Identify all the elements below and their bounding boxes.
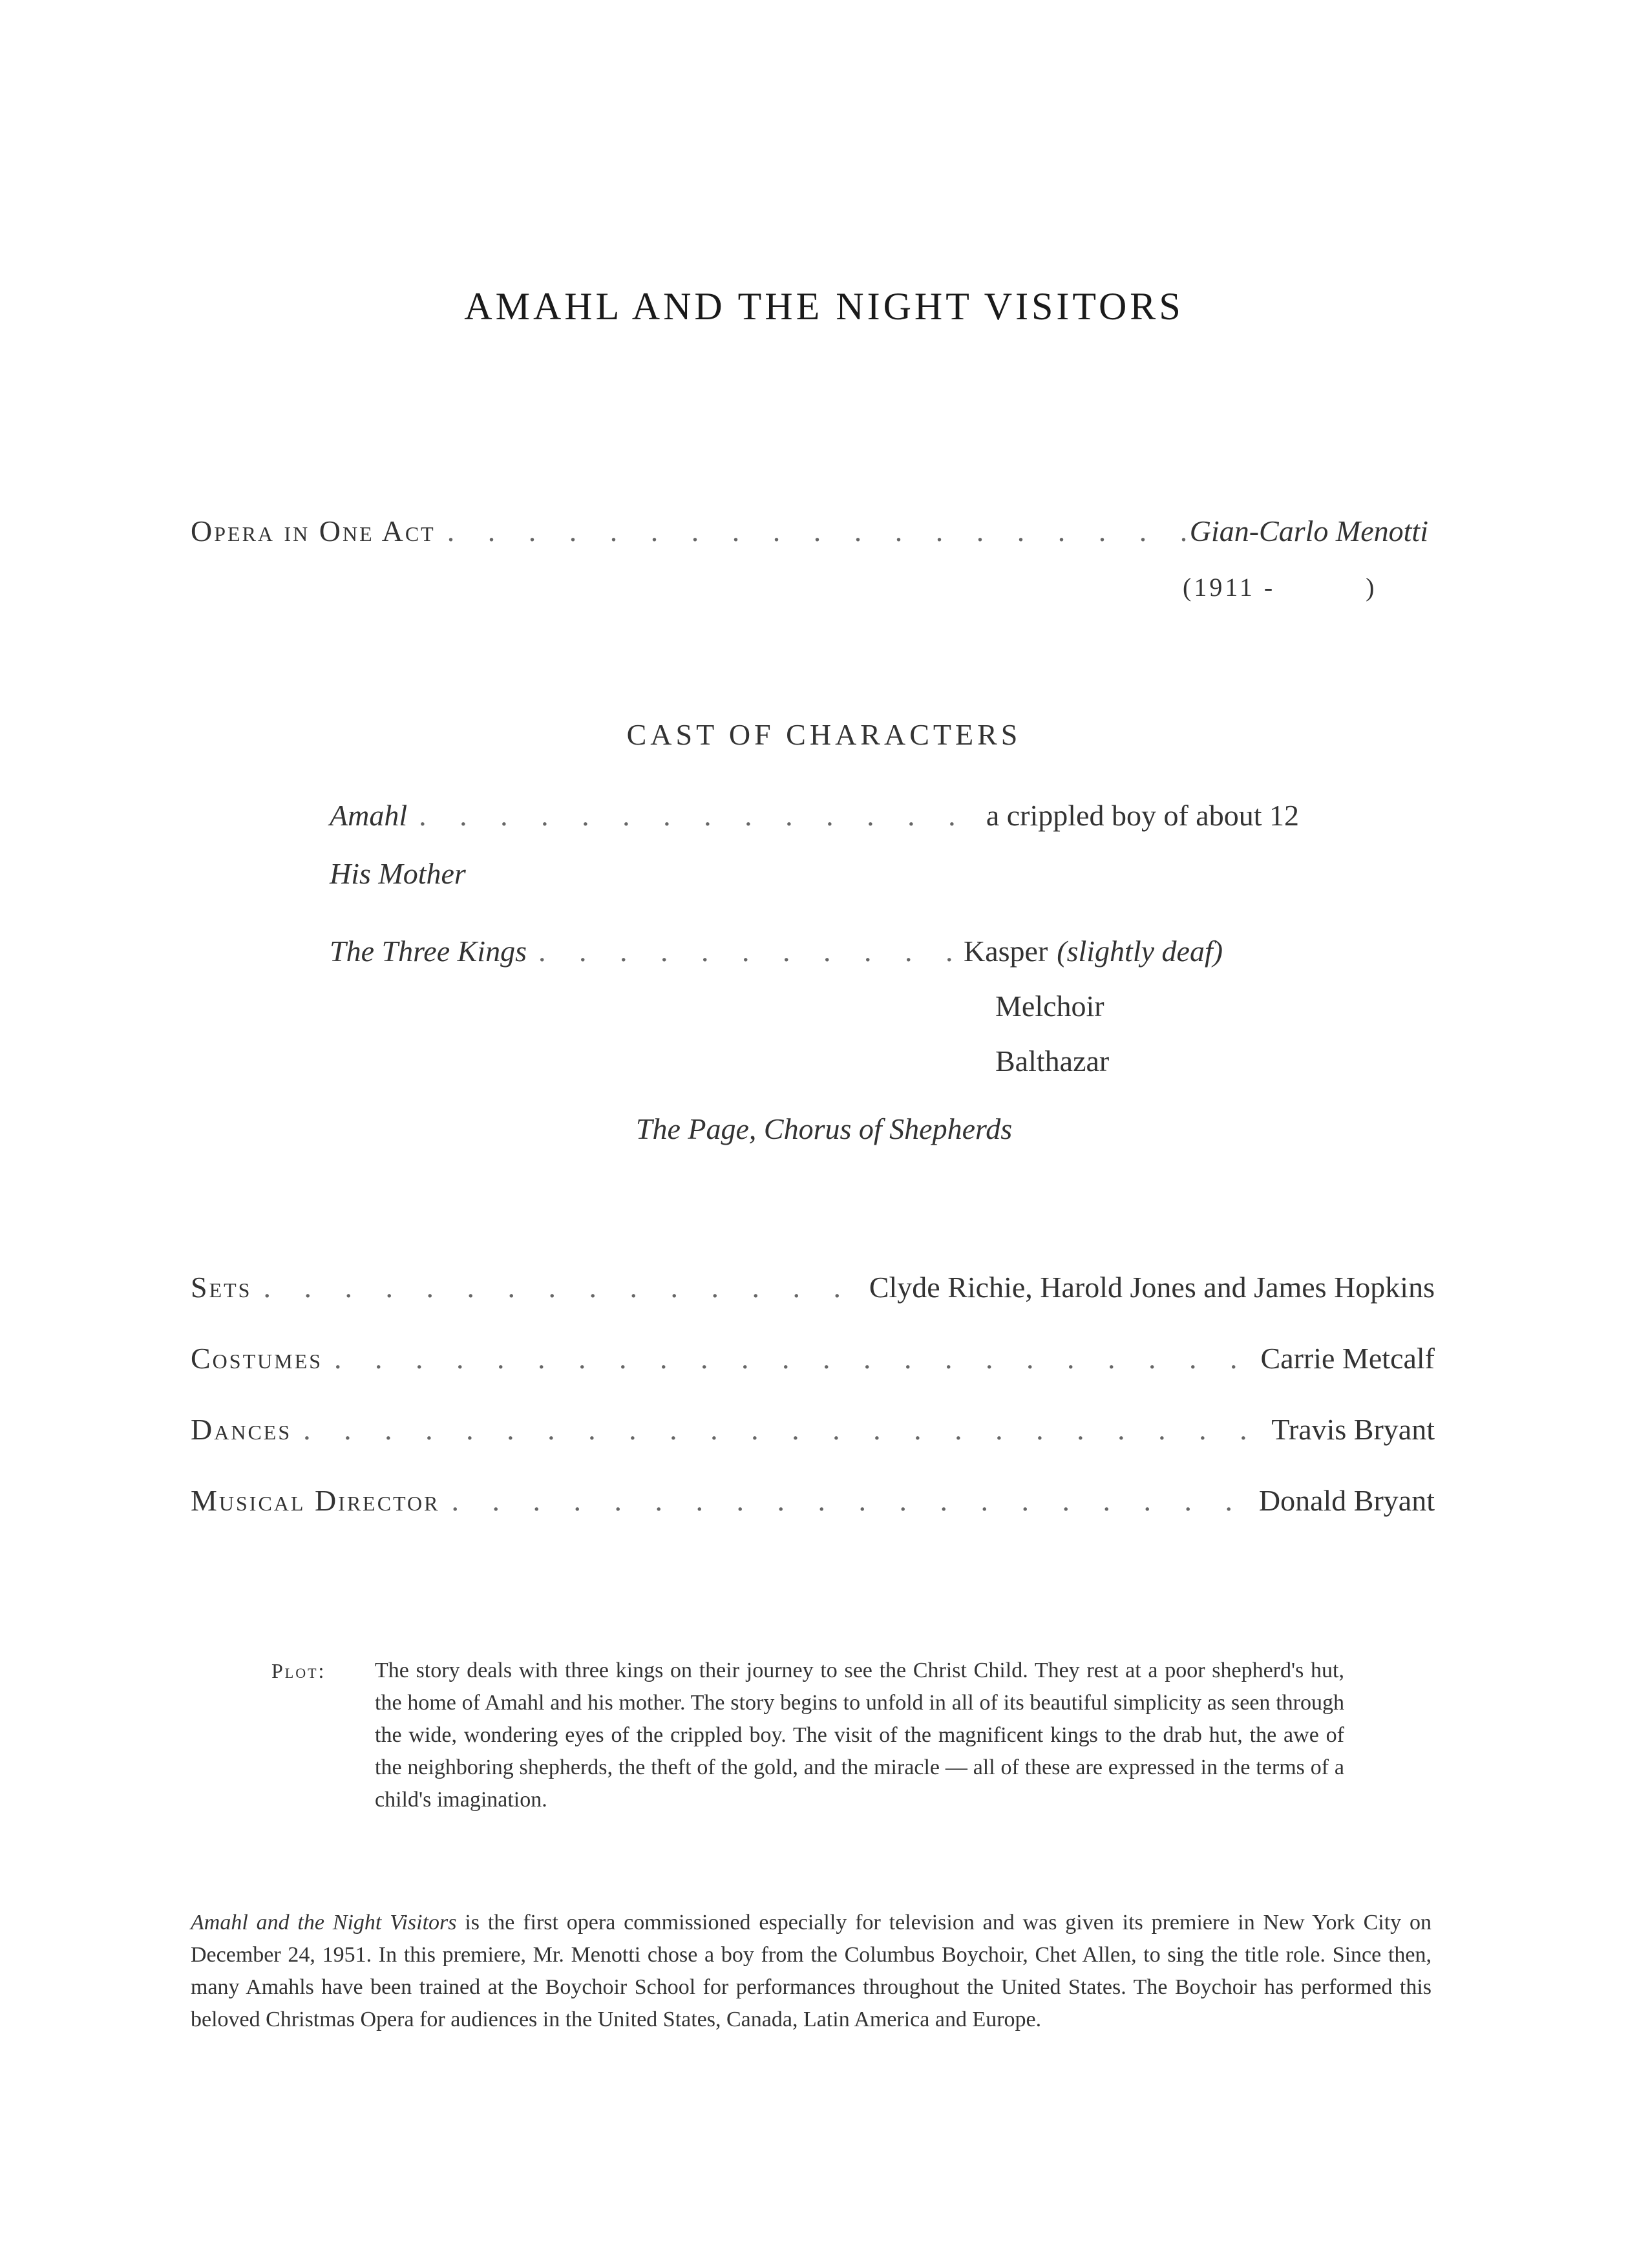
cast-note: (slightly deaf) bbox=[1057, 935, 1223, 968]
cast-heading: CAST OF CHARACTERS bbox=[626, 718, 1022, 751]
credit-row bbox=[191, 1412, 1435, 1447]
cast-footer: The Page, Chorus of Shepherds bbox=[635, 1112, 1013, 1145]
king-balthazar: Balthazar bbox=[995, 1044, 1110, 1077]
composer-dates: (1911 - ) bbox=[1183, 573, 1377, 602]
cast-description: a crippled boy of about 12 bbox=[986, 799, 1299, 832]
cast-role: His Mother bbox=[330, 857, 466, 890]
opera-line bbox=[191, 514, 1428, 548]
dot-leader bbox=[291, 1412, 1271, 1447]
plot-label: Plot: bbox=[271, 1659, 326, 1682]
credit-value: Travis Bryant bbox=[1271, 1413, 1435, 1446]
dot-leader bbox=[440, 1483, 1259, 1518]
dot-leader bbox=[251, 1270, 869, 1304]
dot-leader bbox=[527, 934, 964, 968]
dot-leader bbox=[407, 798, 986, 832]
credit-row bbox=[191, 1341, 1435, 1375]
credit-row bbox=[191, 1483, 1435, 1518]
dot-leader bbox=[436, 514, 1190, 548]
dot-leader bbox=[322, 1341, 1260, 1375]
page-title: AMAHL AND THE NIGHT VISITORS bbox=[464, 285, 1184, 328]
history-title: Amahl and the Night Visitors bbox=[191, 1911, 457, 1934]
plot-text: The story deals with three kings on their journey to see the Christ Child. They rest at a poor shepherd's hut, the home of Amahl and his mother. The story begins to unfold in all of its beautiful simplicity as seen through the wide, wondering eyes of the crippled boy. The visit of the magnificent kings to the drab hut, the awe of the neighboring shepherds, the theft of the gold, and the miracle — all of these are expressed in the terms of a child's imagination. bbox=[375, 1659, 1344, 1812]
opera-label: Opera in One Act bbox=[191, 514, 436, 547]
cast-row-kings bbox=[330, 934, 1299, 968]
credit-value: Carrie Metcalf bbox=[1260, 1342, 1435, 1375]
credit-value: Donald Bryant bbox=[1258, 1484, 1435, 1517]
cast-description: Kasper bbox=[963, 935, 1048, 968]
history-paragraph bbox=[191, 1907, 1431, 2036]
history-text: is the first opera commissioned especially for television and was given its premiere in New York City on December 24, 1951. In this premiere, Mr. Menotti chose a boy from the Columbus Boychoir, Chet Allen, to sing the title role. Since then, many Amahls have been trained at the Boychoir School for performances throughout the United States. The Boychoir has performed this beloved Christmas Opera for audiences in the United States, Canada, Latin America and Europe. bbox=[191, 1911, 1431, 2031]
cast-row-amahl bbox=[330, 798, 1299, 832]
credit-label: Sets bbox=[191, 1271, 252, 1304]
credit-row bbox=[191, 1270, 1435, 1304]
credit-label: Dances bbox=[191, 1413, 292, 1446]
cast-role: Amahl bbox=[330, 799, 408, 832]
credit-label: Musical Director bbox=[191, 1484, 440, 1517]
credit-label: Costumes bbox=[191, 1342, 323, 1375]
credit-value: Clyde Richie, Harold Jones and James Hopkins bbox=[869, 1271, 1435, 1304]
cast-role: The Three Kings bbox=[330, 935, 527, 968]
composer-name: Gian-Carlo Menotti bbox=[1189, 514, 1428, 547]
king-melchoir: Melchoir bbox=[995, 990, 1104, 1023]
